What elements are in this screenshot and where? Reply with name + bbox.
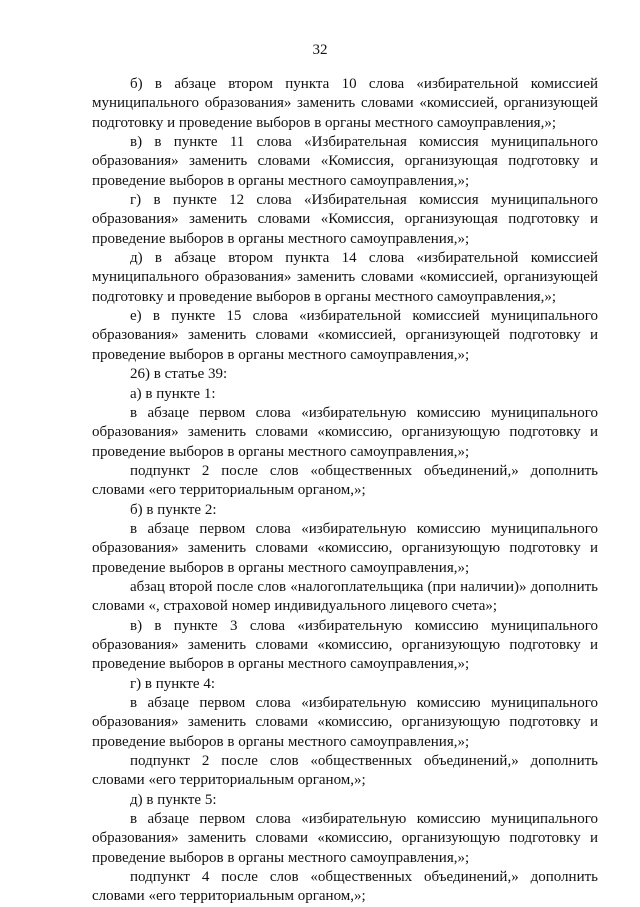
document-body <box>92 75 598 907</box>
paragraph: подпункт 4 после слов «общественных объединений,» дополнить словами «его территориальным органом,»; <box>92 869 598 905</box>
paragraph: б) в пункте 2: <box>130 501 217 518</box>
paragraph: а) в пункте 1: <box>130 385 216 402</box>
paragraph: в абзаце первом слова «избирательную комиссию муниципального образования» заменить словами «комиссию, организующую подготовку и проведение выборов в органы местного самоуправления,»; <box>92 695 598 750</box>
paragraph: в абзаце первом слова «избирательную комиссию муниципального образования» заменить словами «комиссию, организующую подготовку и проведение выборов в органы местного самоуправления,»; <box>92 811 598 866</box>
paragraph: д) в пункте 5: <box>130 791 217 808</box>
paragraph: в абзаце первом слова «избирательную комиссию муниципального образования» заменить словами «комиссию, организующую подготовку и проведение выборов в органы местного самоуправления,»; <box>92 404 598 460</box>
paragraph: подпункт 2 после слов «общественных объединений,» дополнить словами «его территориальным органом,»; <box>92 462 598 499</box>
paragraph: д) в абзаце втором пункта 14 слова «избирательной комиссией муниципального образования» заменить словами «комиссией, организующей подготовку и проведение выборов в органы местного самоуправления,»; <box>92 250 598 305</box>
paragraph: г) в пункте 12 слова «Избирательная комиссия муниципального образования» заменить словами «Комиссия, организующая подготовку и проведение выборов в органы местного самоуправления,»; <box>92 192 598 247</box>
paragraph: 26) в статье 39: <box>130 366 228 383</box>
paragraph: б) в абзаце втором пункта 10 слова «избирательной комиссией муниципального образования» заменить словами «комиссией, организующей подготовку и проведение выборов в органы местного самоуправления,»; <box>92 76 598 131</box>
page-number: 32 <box>312 42 328 58</box>
paragraph: в) в пункте 3 слова «избирательную комиссию муниципального образования» заменить словами «комиссию, организующую подготовку и проведение выборов в органы местного самоуправления,»; <box>92 617 598 673</box>
paragraph: в абзаце первом слова «избирательную комиссию муниципального образования» заменить словами «комиссию, организующую подготовку и проведение выборов в органы местного самоуправления,»; <box>92 520 598 576</box>
paragraph: г) в пункте 4: <box>130 675 216 692</box>
paragraph: абзац второй после слов «налогоплательщика (при наличии)» дополнить словами «, страховой номер индивидуального лицевого счета»; <box>92 578 598 615</box>
paragraph: е) в пункте 15 слова «избирательной комиссией муниципального образования» заменить словами «комиссией, организующей подготовку и проведение выборов в органы местного самоуправления,»; <box>92 308 598 363</box>
paragraph: в) в пункте 11 слова «Избирательная комиссия муниципального образования» заменить словами «Комиссия, организующая подготовку и проведение выборов в органы местного самоуправления,»; <box>92 134 598 189</box>
paragraph: подпункт 2 после слов «общественных объединений,» дополнить словами «его территориальным органом,»; <box>92 753 598 789</box>
